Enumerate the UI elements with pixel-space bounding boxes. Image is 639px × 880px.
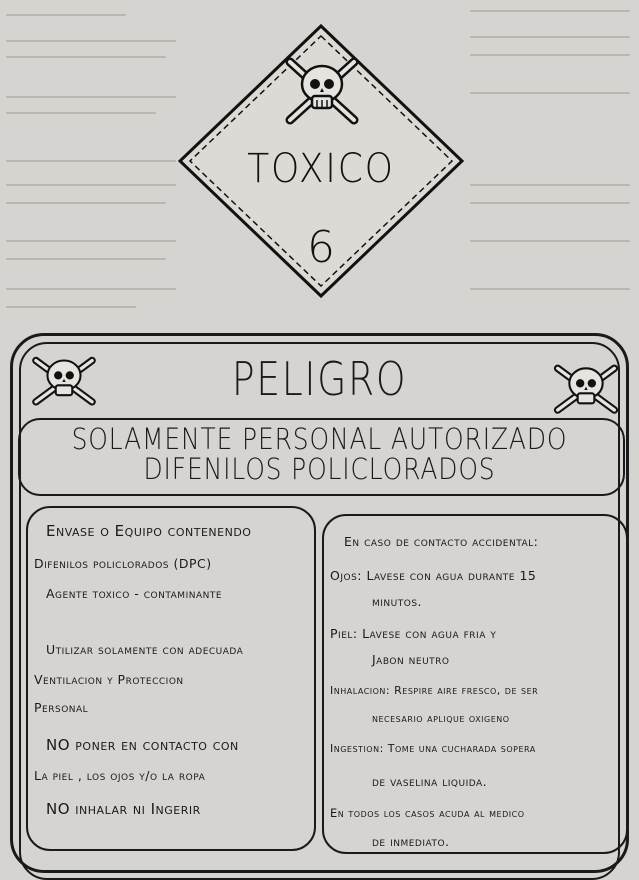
banner-line-2: DIFENILOS POLICLORADOS: [143, 452, 496, 486]
hazard-placard: [176, 22, 466, 300]
left-panel-line: NO poner en contacto con: [46, 736, 239, 754]
right-panel-line: Ojos: Lavese con agua durante 15: [330, 568, 537, 583]
left-panel-line: NO inhalar ni Ingerir: [46, 800, 201, 818]
right-panel-line: Inhalacion: Respire aire fresco, de ser: [330, 684, 539, 697]
right-panel-line: minutos.: [372, 594, 423, 609]
right-panel-line: En caso de contacto accidental:: [344, 534, 539, 549]
sign-heading: PELIGRO: [231, 352, 408, 406]
left-panel-line: Ventilacion y Proteccion: [34, 672, 184, 687]
left-panel-line: Agente toxico - contaminante: [46, 586, 223, 601]
right-panel-line: Jabon neutro: [372, 652, 450, 667]
left-panel-line: Difenilos policlorados (DPC): [34, 556, 212, 571]
left-panel-line: La piel , los ojos y/o la ropa: [34, 768, 206, 783]
right-panel-line: Ingestion: Tome una cucharada sopera: [330, 742, 536, 755]
placard-class-number: 6: [307, 222, 335, 273]
right-panel-line: de vaselina liquida.: [372, 774, 488, 789]
placard-title: TOXICO: [247, 146, 395, 192]
left-panel-line: Envase o Equipo contenendo: [46, 522, 252, 540]
left-panel-line: Personal: [34, 700, 89, 715]
right-panel-line: En todos los casos acuda al medico: [330, 806, 525, 820]
left-panel-line: Utilizar solamente con adecuada: [46, 642, 244, 657]
right-panel-line: de inmediato.: [372, 834, 450, 849]
skull-crossbones-icon: [276, 54, 368, 134]
banner-line-1: SOLAMENTE PERSONAL AUTORIZADO: [71, 422, 568, 456]
right-panel-line: necesario aplique oxigeno: [372, 712, 510, 725]
right-panel-line: Piel: Lavese con agua fria y: [330, 626, 497, 641]
